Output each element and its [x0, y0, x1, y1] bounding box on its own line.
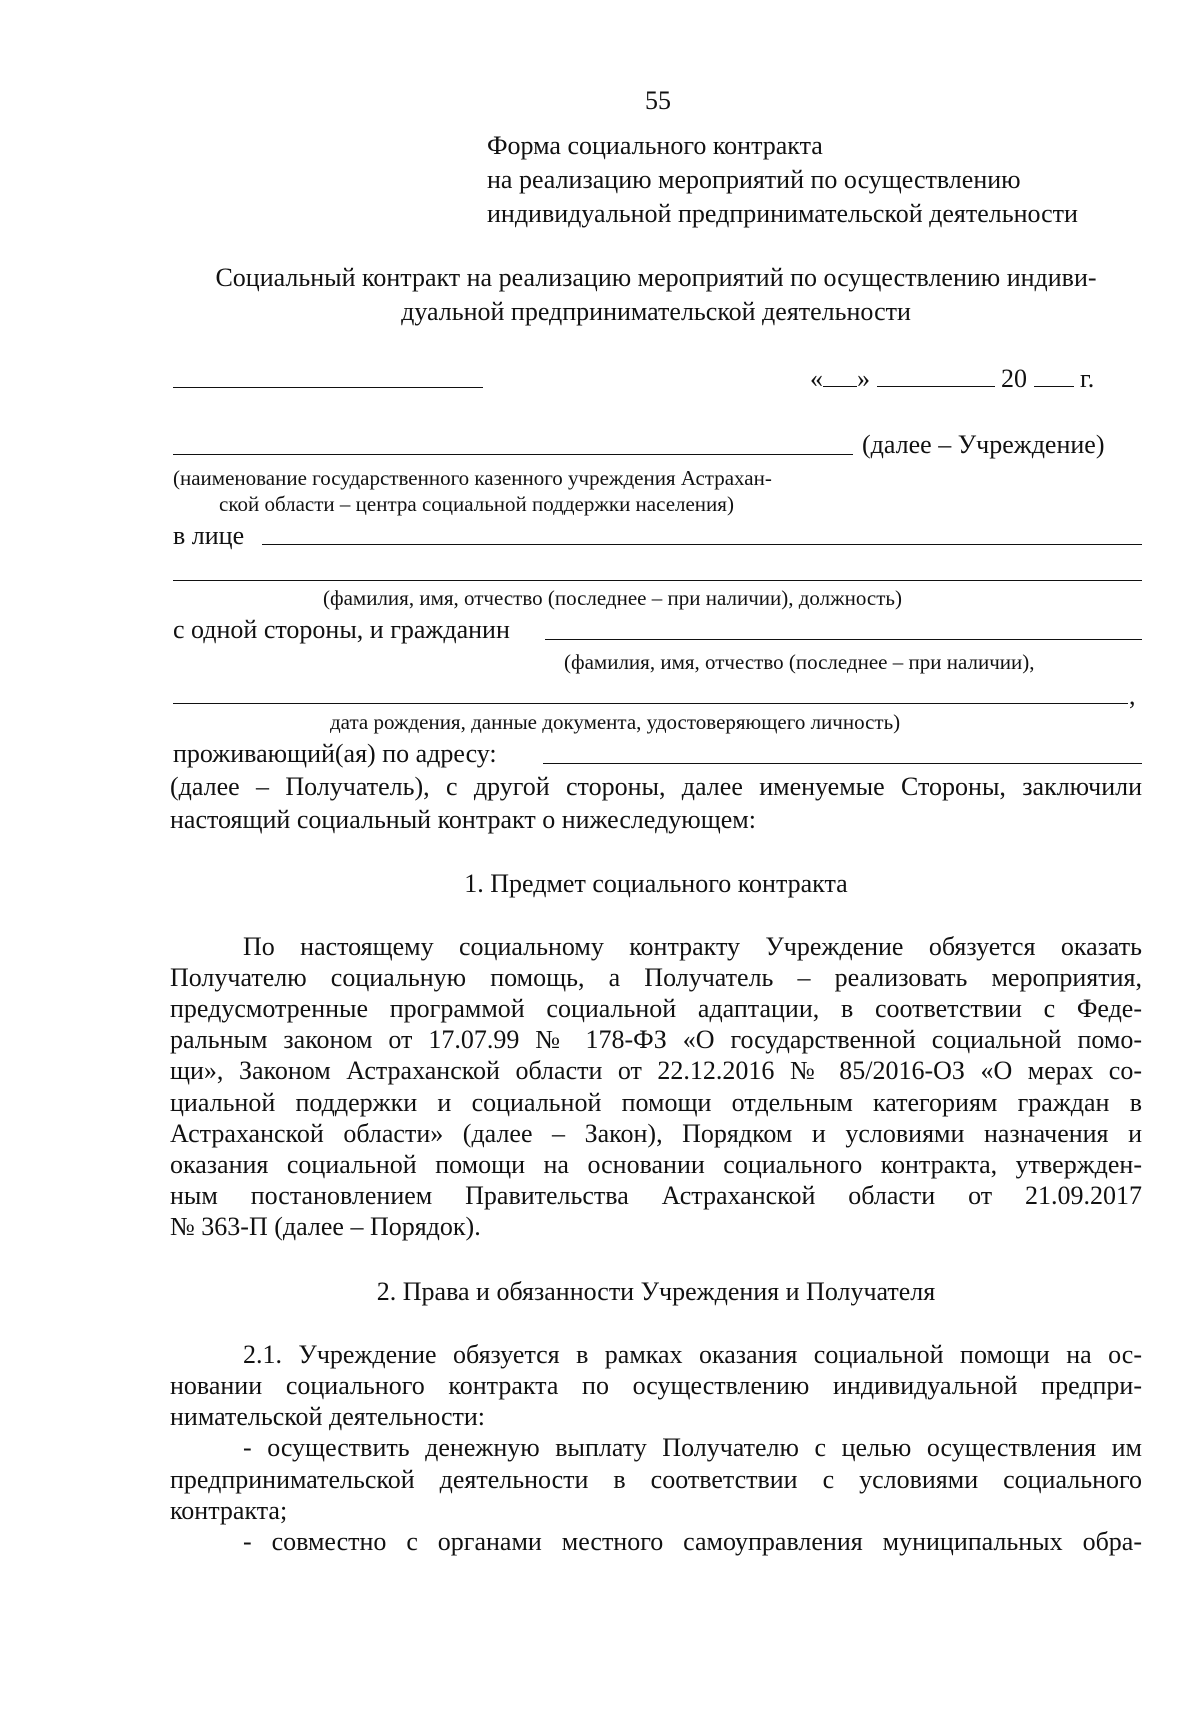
close-quote: » — [857, 364, 870, 393]
address-blank[interactable] — [543, 763, 1142, 764]
open-quote: « — [810, 364, 823, 393]
representative-blank[interactable] — [262, 544, 1142, 545]
section-2-line: предпринимательской деятельности в соответствии с условиями социального — [170, 1465, 1142, 1494]
title-line-1: Социальный контракт на реализацию мероприятий по осуществлению индиви- — [215, 263, 1097, 292]
page-number: 55 — [645, 86, 671, 115]
month-blank[interactable] — [877, 364, 995, 387]
section-2-line: контракта; — [170, 1496, 288, 1525]
section-2-line: новании социального контракта по осуществлению индивидуальной предпри- — [170, 1371, 1142, 1400]
section-1-line: № 363-П (далее – Порядок). — [170, 1212, 481, 1241]
form-header-line-2: на реализацию мероприятий по осуществлению — [487, 165, 1021, 194]
form-header-line-1: Форма социального контракта — [487, 131, 823, 160]
section-1-line: предусмотренные программой социальной адаптации, в соответствии с Феде- — [170, 994, 1142, 1023]
represented-by-label: в лице — [173, 521, 245, 550]
form-header-line-3: индивидуальной предпринимательской деятельности — [487, 199, 1078, 228]
section-1-line: ным постановлением Правительства Астраханской области от 21.09.2017 — [170, 1181, 1142, 1210]
representative-blank-2[interactable] — [173, 580, 1142, 581]
place-blank[interactable] — [173, 387, 483, 388]
section-1-line: Астраханской области» (далее – Закон), Порядком и условиями назначения и — [170, 1119, 1142, 1148]
section-1-line: Получателю социальную помощь, а Получатель – реализовать мероприятия, — [170, 963, 1142, 992]
year-blank[interactable] — [1034, 364, 1074, 387]
preamble-line-1: (далее – Получатель), с другой стороны, далее именуемые Стороны, заключили — [170, 772, 1142, 801]
section-1-heading: 1. Предмет социального контракта — [464, 869, 848, 898]
address-label: проживающий(ая) по адресу: — [173, 739, 497, 768]
institution-caption-1: (наименование государственного казенного учреждения Астрахан- — [173, 466, 772, 490]
institution-caption-2: ской области – центра социальной поддержки населения) — [219, 492, 734, 516]
section-1-line: ральным законом от 17.07.99 № 178-ФЗ «О государственной социальной помо- — [170, 1025, 1142, 1054]
year-suffix: г. — [1080, 364, 1095, 393]
section-2-line: 2.1. Учреждение обязуется в рамках оказания социальной помощи на ос- — [243, 1340, 1142, 1369]
section-2-heading: 2. Права и обязанности Учреждения и Получателя — [376, 1277, 936, 1306]
citizen-caption-2: дата рождения, данные документа, удостоверяющего личность) — [330, 710, 901, 734]
section-2-line: нимательской деятельности: — [170, 1402, 486, 1431]
date-line — [810, 364, 1094, 394]
year-prefix: 20 — [1001, 364, 1027, 393]
section-1-line: циальной поддержки и социальной помощи отдельным категориям граждан в — [170, 1088, 1142, 1117]
person-caption: (фамилия, имя, отчество (последнее – при наличии), должность) — [323, 586, 902, 610]
day-blank[interactable] — [823, 364, 857, 387]
section-2-line: - совместно с органами местного самоуправления муниципальных обра- — [243, 1527, 1142, 1556]
citizen-details-blank[interactable] — [173, 703, 1128, 704]
citizen-label: с одной стороны, и гражданин — [173, 615, 510, 644]
section-2-line: - осуществить денежную выплату Получателю с целью осуществления им — [243, 1433, 1142, 1462]
citizen-caption-1: (фамилия, имя, отчество (последнее – при наличии), — [564, 650, 1035, 674]
institution-name-blank[interactable] — [173, 454, 853, 455]
section-1-line: щи», Законом Астраханской области от 22.12.2016 № 85/2016-ОЗ «О мерах со- — [170, 1056, 1142, 1085]
preamble-line-2: настоящий социальный контракт о нижеследующем: — [170, 805, 756, 834]
section-1-line: оказания социальной помощи на основании социального контракта, утвержден- — [170, 1150, 1142, 1179]
citizen-name-blank[interactable] — [545, 639, 1142, 640]
title-line-2: дуальной предпринимательской деятельности — [401, 297, 911, 326]
institution-suffix: (далее – Учреждение) — [862, 430, 1105, 459]
section-1-line: По настоящему социальному контракту Учреждение обязуется оказать — [243, 932, 1142, 961]
citizen-comma: , — [1129, 681, 1136, 710]
